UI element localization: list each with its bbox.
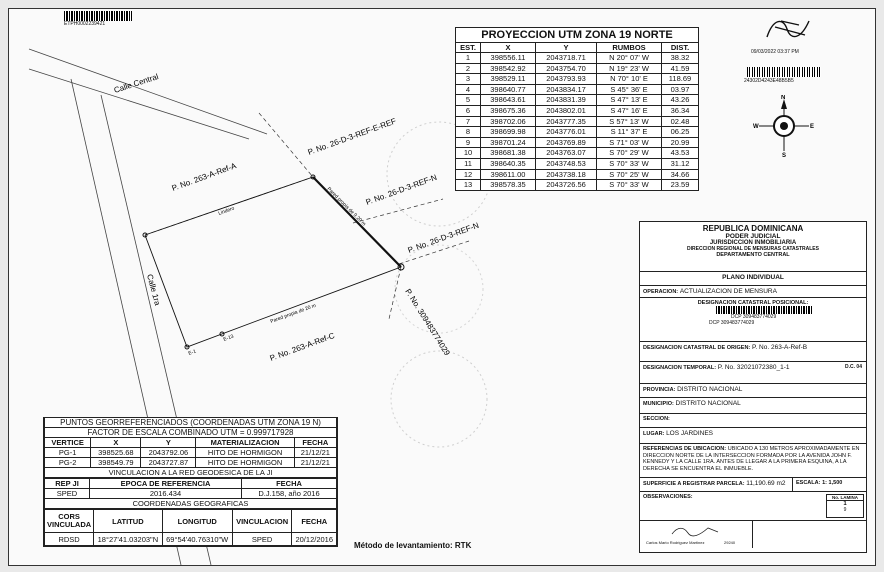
tb-superficie-label: SUPERFICIE A REGISTRAR PARCELA: <box>643 481 745 487</box>
signature-mark <box>761 13 821 45</box>
utm-header-dist: DIST. <box>662 43 699 53</box>
utm-table-row <box>456 105 699 116</box>
barcode-mid-label: 24302D4243E48B5B5 <box>744 78 794 84</box>
tb-departamento: DEPARTAMENTO CENTRAL <box>716 252 790 258</box>
tb-lamina-of: 9 <box>843 507 847 513</box>
geo-title: PUNTOS GEORREFERENCIADOS (COORDENADAS UTM ZONA 19 N) <box>45 418 337 428</box>
tb-superficie: 11,190.69 m2 <box>746 480 786 487</box>
tb-origen: P. No. 263-A-Ref-B <box>751 344 808 351</box>
label-p-309: P. No. 309483774029 <box>403 287 452 358</box>
utm-table-cell: 398556.11 <box>481 53 536 64</box>
tb-lamina-val: 1 <box>843 501 847 507</box>
utm-table-cell: 12 <box>456 169 481 180</box>
utm-table-cell: 2043726.56 <box>536 180 597 191</box>
calle-central-line-1 <box>29 49 267 134</box>
tb-dcp: DCP 309483774029 <box>709 320 755 326</box>
utm-table-cell: 2043776.01 <box>536 127 597 138</box>
label-calle-1ra: Calle 1ra <box>145 273 163 307</box>
geo-coords-cell: RDSD <box>45 533 94 546</box>
utm-table-row <box>456 158 699 169</box>
geo-coords-row <box>45 533 337 546</box>
geo-header-fecha: FECHA <box>294 438 336 448</box>
geo-coords-table <box>44 509 337 546</box>
geo-cell: 398549.79 <box>91 458 141 468</box>
geo-points-block <box>43 417 338 547</box>
tb-municipio-row <box>640 398 866 414</box>
survey-plan-sheet <box>8 8 876 566</box>
utm-table-cell: 11 <box>456 158 481 169</box>
tb-provincia-row <box>640 384 866 398</box>
tb-designacion-label: DESIGNACION CATASTRAL POSICIONAL: <box>697 300 809 306</box>
label-pared-2: Pared propia de 20 m <box>269 302 317 325</box>
tb-superficie-row <box>640 478 866 492</box>
tb-referencias-row <box>640 444 866 478</box>
north-arrow-compass <box>753 95 815 157</box>
tb-referencias-label: REFERENCIAS DE UBICACION: <box>643 446 727 452</box>
stamp-date: 09/03/2022 03:37 PM <box>751 49 799 55</box>
tb-operacion-label: OPERACION: <box>643 289 679 295</box>
geo-coords-cell: 69°54'40.76310"W <box>162 533 232 546</box>
utm-table-cell: S 70° 33' W <box>597 158 662 169</box>
utm-table-cell: 8 <box>456 127 481 138</box>
geo-factor: FACTOR DE ESCALA COMBINADO UTM = 0.999717928 <box>45 428 337 438</box>
utm-table-cell: 2043754.70 <box>536 63 597 74</box>
utm-table-row <box>456 63 699 74</box>
geo-cell: HITO DE HORMIGON <box>196 448 294 458</box>
utm-table-cell: 398675.36 <box>481 105 536 116</box>
utm-header-x: X <box>481 43 536 53</box>
geo-cell: 21/12/21 <box>294 448 336 458</box>
utm-table-cell: S 70° 29' W <box>597 148 662 159</box>
utm-table-cell: 43.53 <box>662 148 699 159</box>
utm-table-cell: 2043769.89 <box>536 137 597 148</box>
utm-table-body <box>456 53 699 191</box>
utm-table-row <box>456 95 699 106</box>
dashed-line-4 <box>389 267 401 319</box>
geo-header-row <box>45 438 337 448</box>
tb-municipio-label: MUNICIPIO: <box>643 401 674 407</box>
utm-table-cell: N 19° 23' W <box>597 63 662 74</box>
geo-header-vertice: VERTICE <box>45 438 91 448</box>
tb-designacion-row <box>640 298 866 342</box>
geo-rep-header-row <box>45 479 337 489</box>
tb-lamina-label: No. LAMINA <box>827 495 863 501</box>
signature-surveyor <box>668 525 728 537</box>
utm-table-cell: 2043748.53 <box>536 158 597 169</box>
geo-cell: PG-2 <box>45 458 91 468</box>
tb-seccion-row <box>640 414 866 428</box>
utm-table-cell: S 70° 33' W <box>597 180 662 191</box>
utm-table-cell: 2043718.71 <box>536 53 597 64</box>
utm-table-cell: S 47° 13' E <box>597 95 662 106</box>
tb-lugar-row <box>640 428 866 444</box>
barcode-top-label: ETPH0002239421 <box>64 21 106 27</box>
utm-table-cell: 398611.00 <box>481 169 536 180</box>
label-p-ref-e-ref: P. No. 26-D-3-REF-E-REF <box>306 116 398 157</box>
geo-coords-header: CORS VINCULADA <box>45 510 94 533</box>
geo-vinculacion: VINCULACION A LA RED GEODESICA DE LA JI <box>45 468 337 478</box>
label-e1: E-1 <box>187 348 197 357</box>
tb-poder: PODER JUDICIAL <box>725 233 781 240</box>
utm-table-cell: 2 <box>456 63 481 74</box>
utm-table-cell: S 71° 03' W <box>597 137 662 148</box>
tb-escala-cell <box>792 478 842 491</box>
utm-table-cell: 2043831.39 <box>536 95 597 106</box>
geo-cell: 2043792.06 <box>141 448 196 458</box>
utm-table-row <box>456 53 699 64</box>
tb-temporal-row <box>640 362 866 384</box>
geo-coords-cell: 18°27'41.03203"N <box>94 533 162 546</box>
parcel-boundary-west-south <box>145 235 401 347</box>
utm-table-row <box>456 137 699 148</box>
utm-table-cell: 13 <box>456 180 481 191</box>
utm-table-cell: S 70° 25' W <box>597 169 662 180</box>
label-e13: E-13 <box>222 333 235 343</box>
geo-rep-cell: D.J.158, año 2016 <box>242 489 337 499</box>
tb-republica: REPUBLICA DOMINICANA <box>702 224 804 233</box>
utm-table-cell: 6 <box>456 105 481 116</box>
utm-table-cell: S 11° 37' E <box>597 127 662 138</box>
tb-jurisdiccion: JURISDICCION INMOBILIARIA <box>709 240 797 246</box>
utm-table-row <box>456 127 699 138</box>
utm-table <box>455 27 699 191</box>
tb-operacion: ACTUALIZACION DE MENSURA <box>679 288 777 295</box>
geo-header-y: Y <box>141 438 196 448</box>
utm-table-cell: 20.99 <box>662 137 699 148</box>
tb-provincia: DISTRITO NACIONAL <box>677 386 743 393</box>
tb-operacion-row <box>640 286 866 298</box>
utm-table-cell: S 47° 16' E <box>597 105 662 116</box>
utm-table-cell: 2043763.07 <box>536 148 597 159</box>
utm-table-cell: 31.12 <box>662 158 699 169</box>
utm-table-cell: 41.59 <box>662 63 699 74</box>
geo-row <box>45 448 337 458</box>
utm-header-est: EST. <box>456 43 481 53</box>
utm-table-cell: 23.59 <box>662 180 699 191</box>
tb-direccion: DIRECCION REGIONAL DE MENSURAS CATASTRALES <box>687 246 819 252</box>
label-lindero: Lindero <box>217 205 236 217</box>
utm-table-cell: 43.26 <box>662 95 699 106</box>
utm-table-cell: 9 <box>456 137 481 148</box>
compass-n: N <box>781 95 786 101</box>
compass-e: E <box>810 124 815 130</box>
tb-lamina-box <box>826 494 864 518</box>
tb-agrimensor: Carlos Mario Rodriguez Martinez <box>646 540 705 545</box>
utm-table-row <box>456 116 699 127</box>
dashed-line-1 <box>259 113 313 177</box>
tb-origen-row <box>640 342 866 362</box>
utm-table-cell: 398701.24 <box>481 137 536 148</box>
geo-header-materializacion: MATERIALIZACION <box>196 438 294 448</box>
tb-escala: 1: 1,500 <box>822 480 843 486</box>
label-p-263-c: P. No. 263-A-Ref-C <box>268 331 336 363</box>
barcode-titleblock <box>716 306 812 314</box>
utm-table-cell: 5 <box>456 95 481 106</box>
utm-table-cell: 398681.38 <box>481 148 536 159</box>
utm-table-row <box>456 180 699 191</box>
tb-lugar: LOS JARDINES <box>666 430 714 437</box>
utm-table-cell: 38.32 <box>662 53 699 64</box>
geo-rep-cell: SPED <box>45 489 90 499</box>
barcode-mid <box>747 67 821 77</box>
utm-table-cell: 118.69 <box>662 74 699 85</box>
label-calle-central: Calle Central <box>112 72 160 95</box>
geo-cell: HITO DE HORMIGON <box>196 458 294 468</box>
utm-table-row <box>456 74 699 85</box>
utm-table-cell: 02.48 <box>662 116 699 127</box>
utm-table-cell: 3 <box>456 74 481 85</box>
geo-rep-table <box>44 478 337 509</box>
tb-origen-label: DESIGNACION CATASTRAL DE ORIGEN: <box>643 345 751 351</box>
utm-table-cell: S 57° 13' W <box>597 116 662 127</box>
utm-table-row <box>456 148 699 159</box>
geo-coords-header: FECHA <box>292 510 337 533</box>
tb-dc: D.C. 04 <box>845 364 862 370</box>
title-block <box>639 221 867 553</box>
utm-table-cell: 398529.11 <box>481 74 536 85</box>
utm-table-cell: 398643.61 <box>481 95 536 106</box>
geo-coords-header: LONGITUD <box>162 510 232 533</box>
title-block-header <box>640 222 866 272</box>
tb-escala-label: ESCALA: <box>796 480 821 486</box>
utm-table-cell: 03.97 <box>662 84 699 95</box>
tb-codia: 29240 <box>724 540 736 545</box>
geo-cell: PG-1 <box>45 448 91 458</box>
utm-table-cell: 06.25 <box>662 127 699 138</box>
utm-table-cell: 398542.92 <box>481 63 536 74</box>
geo-rep-header: EPOCA DE REFERENCIA <box>90 479 242 489</box>
utm-table-cell: S 45° 36' E <box>597 84 662 95</box>
geo-coords-header-row <box>45 510 337 533</box>
utm-table-cell: 10 <box>456 148 481 159</box>
geo-geograficas: COORDENADAS GEOGRAFICAS <box>45 499 337 509</box>
utm-header-rumbos: RUMBOS <box>597 43 662 53</box>
geo-rep-header: REP JI <box>45 479 90 489</box>
utm-table-cell: 2043834.17 <box>536 84 597 95</box>
geo-rep-header: FECHA <box>242 479 337 489</box>
utm-table-cell: 7 <box>456 116 481 127</box>
tb-seccion-label: SECCION: <box>643 416 670 422</box>
tb-signatures <box>640 520 866 548</box>
geo-cell: 2043727.87 <box>141 458 196 468</box>
tb-referencias: UBICADO A 130 METROS APROXIMADAMENTE EN DIRECCION NORTE DE LA INTERSECCION FORMADA POR LA AVENIDA JOHN F. KENNEDY Y LA CALLE 1RA. ANTES DE LLEGAR A LA PRIMERA ESQUINA, A LA DERECHA SE ENCUENTRA EL INMUEBLE. <box>643 446 860 472</box>
utm-table-cell: 2043793.93 <box>536 74 597 85</box>
tb-observaciones-row <box>640 492 866 520</box>
geo-coords-cell: SPED <box>232 533 292 546</box>
tb-signature-divider <box>752 521 753 548</box>
compass-w: W <box>753 124 759 130</box>
tb-plano: PLANO INDIVIDUAL <box>640 272 866 286</box>
tb-observaciones-label: OBSERVACIONES: <box>643 494 693 500</box>
survey-method: Método de levantamiento: RTK <box>354 541 472 550</box>
geo-coords-cell: 20/12/2016 <box>292 533 337 546</box>
geo-coords-header: LATITUD <box>94 510 162 533</box>
label-p-ref-n-2: P. No. 26-D-3-REF-N <box>406 220 481 255</box>
utm-table-cell: 4 <box>456 84 481 95</box>
geo-rep-row <box>45 489 337 499</box>
utm-table-cell: 1 <box>456 53 481 64</box>
utm-table-cell: N 20° 07' W <box>597 53 662 64</box>
utm-header-y: Y <box>536 43 597 53</box>
utm-table-cell: 2043802.01 <box>536 105 597 116</box>
tb-temporal-label: DESIGNACION TEMPORAL: <box>643 365 717 371</box>
barcode-titleblock-label: DCP 309483774029 <box>731 314 777 320</box>
geo-row <box>45 458 337 468</box>
utm-table-title: PROYECCION UTM ZONA 19 NORTE <box>455 27 699 42</box>
tb-lugar-label: LUGAR: <box>643 431 665 437</box>
tb-municipio: DISTRITO NACIONAL <box>675 400 741 407</box>
compass-s: S <box>782 153 787 157</box>
label-p-263-a: P. No. 263-A-Ref-A <box>170 161 238 193</box>
utm-table-cell: 398640.77 <box>481 84 536 95</box>
stamp-faded-3 <box>391 351 487 447</box>
utm-table-header-row <box>456 43 699 53</box>
tb-temporal: P. No. 32021072380_1-1 <box>717 364 790 371</box>
utm-table-cell: 398640.35 <box>481 158 536 169</box>
utm-table-cell: 2043777.35 <box>536 116 597 127</box>
utm-table-cell: 36.34 <box>662 105 699 116</box>
utm-table-cell: 398702.06 <box>481 116 536 127</box>
utm-table-cell: 398578.35 <box>481 180 536 191</box>
tb-provincia-label: PROVINCIA: <box>643 387 676 393</box>
utm-table-cell: 34.66 <box>662 169 699 180</box>
utm-table-cell: 2043738.18 <box>536 169 597 180</box>
geo-coords-header: VINCULACION <box>232 510 292 533</box>
geo-header-x: X <box>91 438 141 448</box>
geo-rep-cell: 2016.434 <box>90 489 242 499</box>
geo-cell: 21/12/21 <box>294 458 336 468</box>
label-pared-1: Pared propia de 9.20 m <box>325 186 367 228</box>
label-p-ref-n-1: P. No. 26-D-3-REF-N <box>364 172 439 207</box>
utm-table-row <box>456 169 699 180</box>
utm-table-row <box>456 84 699 95</box>
geo-cell: 398525.68 <box>91 448 141 458</box>
utm-table-cell: 398699.98 <box>481 127 536 138</box>
geo-points-table <box>44 418 337 478</box>
utm-table-cell: N 70° 10' E <box>597 74 662 85</box>
